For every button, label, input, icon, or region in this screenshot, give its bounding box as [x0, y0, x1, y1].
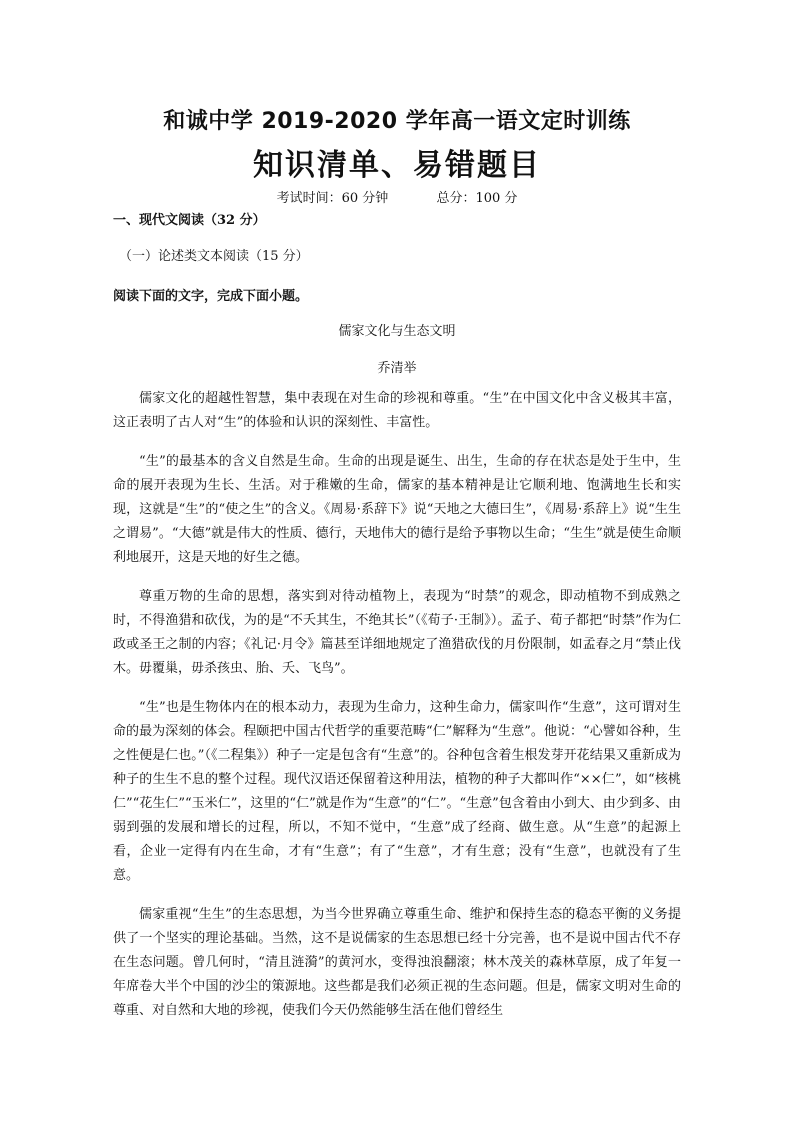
paragraph: 儒家文化的超越性智慧，集中表现在对生命的珍视和尊重。“生”在中国文化中含义极其丰富，这正表明了古人对“生”的体验和认识的深刻性、丰富性。	[113, 391, 681, 430]
article-title: 儒家文化与生态文明	[338, 324, 456, 339]
subsection-heading: （一）论述类文本阅读（15 分）	[119, 249, 309, 264]
reading-instruction: 阅读下面的文字，完成下面小题。	[113, 289, 309, 304]
article-body	[113, 387, 681, 1038]
exam-time: 考试时间：60 分钟	[276, 191, 389, 206]
section-heading: 一、现代文阅读（32 分）	[113, 213, 266, 228]
total-score: 总分：100 分	[436, 191, 518, 206]
paragraph: “生”的最基本的含义自然是生命。生命的出现是诞生、出生，生命的存在状态是处于生中，生命的展开表现为生长、生活。对于稚嫩的生命，儒家的基本精神是让它顺利地、饱满地生长和实现，这就是“生”的“使之生”的含义。《周易·系辞下》说“天地之大德曰生”，《周易·系辞上》说“生生之谓易”。“大德”就是伟大的性质、德行，天地伟大的德行是给予事物以生命；“生生”就是使生命顺利地展开，这是天地的好生之德。	[113, 454, 681, 565]
paragraph: 儒家重视“生生”的生态思想，为当今世界确立尊重生命、维护和保持生态的稳态平衡的义务提供了一个坚实的理论基础。当然，这不是说儒家的生态思想已经十分完善，也不是说中国古代不存在生态问题。曾几何时，“清且涟漪”的黄河水，变得浊浪翻滚；林木茂关的森林草原，成了年复一年席卷大半个中国的沙尘的策源地。这些都是我们必须正视的生态问题。但是，儒家文明对生命的尊重、对自然和大地的珍视，使我们今天仍然能够生活在他们曾经生	[113, 907, 681, 1018]
exam-info	[0, 187, 794, 206]
paragraph: 尊重万物的生命的思想，落实到对待动植物上，表现为“时禁”的观念，即动植物不到成熟之时，不得渔猎和砍伐，为的是“不夭其生，不绝其长”（《荀子·王制》）。孟子、荀子都把“时禁”作为仁政或圣王之制的内容；《礼记·月令》篇甚至详细地规定了渔猎砍伐的月份限制，如孟春之月“禁止伐木。毋覆巢，毋杀孩虫、胎、夭、飞鸟”。	[113, 589, 681, 676]
page-title: 知识清单、易错题目	[253, 148, 541, 183]
school-title: 和诚中学 2019-2020 学年高一语文定时训练	[163, 109, 631, 134]
article-author: 乔清举	[377, 361, 417, 376]
paragraph: “生”也是生物体内在的根本动力，表现为生命力，这种生命力，儒家叫作“生意”，这可谓对生命的最为深刻的体会。程颐把中国古代哲学的重要范畴“仁”解释为“生意”。他说：“心譬如谷种，生之性便是仁也。”（《二程集》）种子一定是包含有“生意”的。谷种包含着生根发芽开花结果又重新成为种子的生生不息的整个过程。现代汉语还保留着这种用法，植物的种子大都叫作“××仁”，如“核桃仁”“花生仁”“玉米仁”，这里的“仁”就是作为“生意”的“仁”。“生意”包含着由小到大、由少到多、由弱到强的发展和增长的过程，所以，不知不觉中，“生意”成了经商、做生意。从“生意”的起源上看，企业一定得有内在生命，才有“生意”；有了“生意”，才有生意；没有“生意”，也就没有了生意。	[113, 700, 681, 883]
